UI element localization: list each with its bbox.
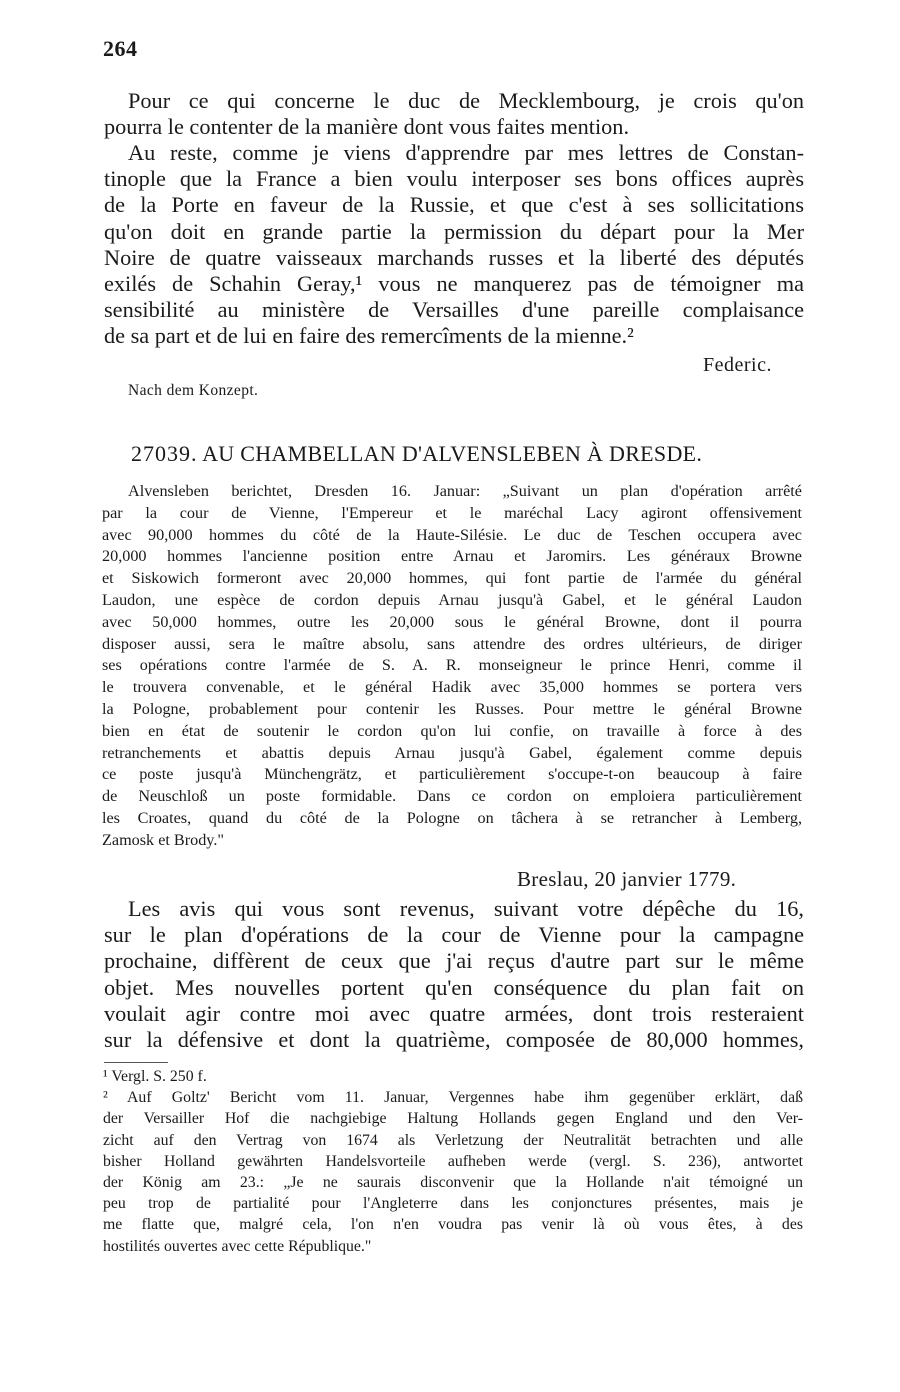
text-line: qu'on doit en grande partie la permission du départ pour la Mer [104,218,804,244]
signature: Federic. [703,354,772,376]
text-line: Les avis qui vous sont revenus, suivant votre dépêche du 16, [128,896,804,921]
footnote-2-line: bisher Holland gewährten Handelsvorteile aufheben werde (vergl. S. 236), antwortet [103,1152,803,1170]
footnote-2-line: ² Auf Goltz' Bericht vom 11. Januar, Vergennes habe ihm gegenüber erklärt, daß [103,1089,803,1107]
text-line: sur la défensive et dont la quatrième, composée de 80,000 hommes, [104,1027,804,1053]
source-note: Nach dem Konzept. [128,382,259,399]
summary-line: avec 50,000 hommes, outre les 20,000 sous le général Browne, dont il pourra [102,612,802,631]
footnote-2-line: zicht auf den Vertrag von 1674 als Verletzung der Neutralität betrachten und alle [103,1131,803,1149]
text-line: tinople que la France a bien voulu interposer ses bons offices auprès [104,166,804,192]
footnote-2-line: peu trop de partialité pour l'Angleterre dans les conjonctures présentes, mais je [103,1195,803,1213]
summary-line: retranchements et abattis depuis Arnau jusqu'à Gabel, également comme depuis [102,743,802,762]
summary-line: le trouvera convenable, et le général Hadik avec 35,000 hommes se portera vers [102,678,802,697]
summary-line: ce poste jusqu'à Münchengrätz, et particulièrement s'occupe-t-on beaucoup à faire [102,765,802,784]
footnote-2-line: me flatte que, malgré cela, l'on n'en voudra pas venir là où vous êtes, à des [103,1216,803,1234]
text-line: Au reste, comme je viens d'apprendre par mes lettres de Constan- [128,140,804,165]
summary-line: et Siskowich formeront avec 20,000 hommes, qui font partie de l'armée du général [102,569,802,588]
summary-line: bien en état de soutenir le cordon qu'on lui confie, on travaille à force à des [102,721,802,740]
paragraph-mecklenburg [104,88,804,140]
summary-line: avec 90,000 hommes du côté de la Haute-Silésie. Le duc de Teschen occupera avec [102,525,802,544]
summary-line: de Neuschloß un poste formidable. Dans ce cordon on emploiera particulièrement [102,787,802,806]
footnote-2-line: der König am 23.: „Je ne saurais disconvenir que la Hollande n'ait témoigné un [103,1174,803,1192]
summary-line: ses opérations contre l'armée de S. A. R. monseigneur le prince Henri, comme il [102,656,802,675]
text-line: de sa part et de lui en faire des remercîments de la mienne.² [104,323,634,349]
text-line: pourra le contenter de la manière dont vous faites mention. [104,114,630,140]
footnote-rule [104,1062,168,1063]
report-summary [102,481,802,852]
text-line: sur le plan d'opérations de la cour de Vienne pour la campagne [104,922,804,948]
text-line: exilés de Schahin Geray,¹ vous ne manquerez pas de témoigner ma [104,271,804,297]
text-line: prochaine, diffèrent de ceux que j'ai reçus d'autre part sur le même [104,948,804,974]
text-line: objet. Mes nouvelles portent qu'en conséquence du plan fait on [104,974,804,1000]
text-line: de la Porte en faveur de la Russie, et que c'est à ses sollicitations [104,192,804,218]
summary-line: par la cour de Vienne, l'Empereur et le maréchal Lacy agiront offensivement [102,503,802,522]
summary-line: Zamosk et Brody." [102,830,224,849]
dateline: Breslau, 20 janvier 1779. [517,867,737,891]
summary-line: disposer aussi, sera le maître absolu, sans attendre des ordres ultérieurs, de diriger [102,634,802,653]
letter-title: AU CHAMBELLAN D'ALVENSLEBEN À DRESDE. [202,441,703,466]
letter-heading [131,441,702,467]
summary-line: Laudon, une espèce de cordon depuis Arnau jusqu'à Gabel, et le général Laudon [102,590,802,609]
paragraph-constantinople [104,140,804,350]
summary-line: Alvensleben berichtet, Dresden 16. Januar: „Suivant un plan d'opération arrêté [128,482,802,500]
letter-body [104,896,804,1053]
text-line: voulait agir contre moi avec quatre armées, dont trois resteraient [104,1000,804,1026]
letter-number: 27039. [131,441,198,466]
footnote-2-line: hostilités ouvertes avec cette République." [103,1237,372,1255]
page-number: 264 [103,36,138,61]
text-line: Pour ce qui concerne le duc de Mecklembourg, je crois qu'on [128,88,804,113]
summary-line: les Croates, quand du côté de la Pologne on tâchera à se retrancher à Lemberg, [102,808,802,827]
summary-line: la Pologne, probablement pour contenir les Russes. Pour mettre le général Browne [102,699,802,718]
text-line: sensibilité au ministère de Versailles d'une pareille complaisance [104,297,804,323]
footnotes [103,1066,803,1257]
summary-line: 20,000 hommes l'ancienne position entre Arnau et Jaromirs. Les généraux Browne [102,547,802,566]
text-line: Noire de quatre vaisseaux marchands russes et la liberté des députés [104,244,804,270]
footnote-1: ¹ Vergl. S. 250 f. [103,1068,207,1085]
footnote-2-line: der Versailler Hof die nachgiebige Haltung Hollands gegen England und den Ver- [103,1110,803,1128]
